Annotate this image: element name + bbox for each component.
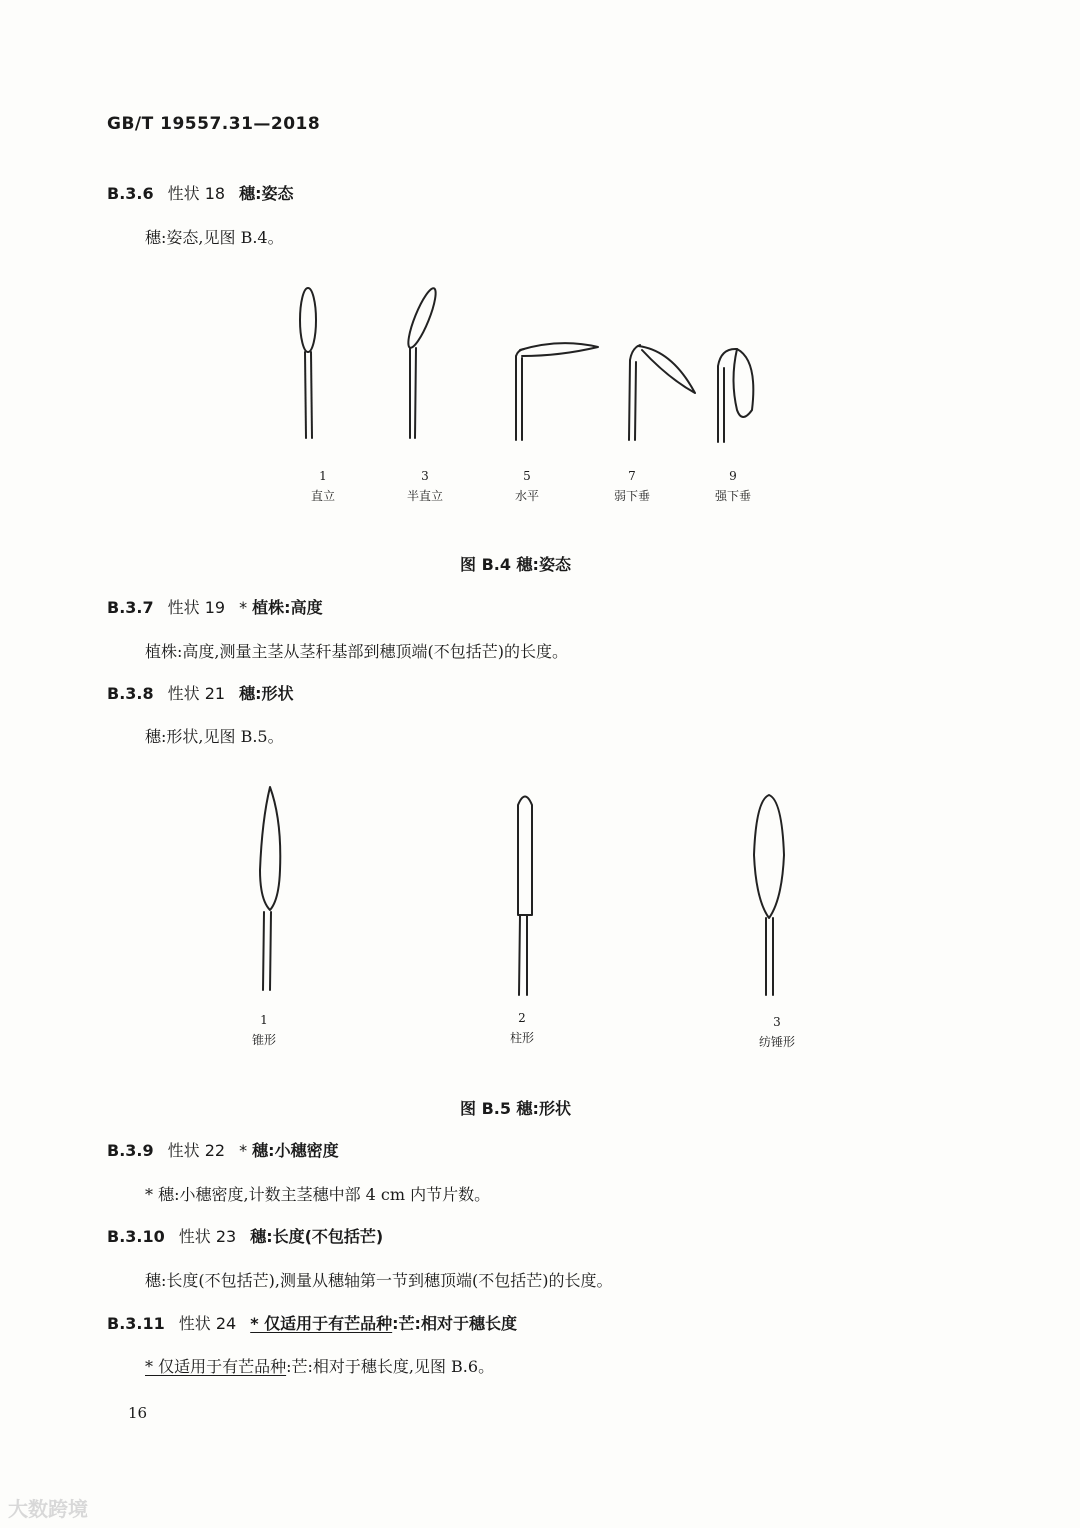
section-body-b3-6: 穗:姿态,见图 B.4。 (145, 228, 284, 247)
section-body-b3-8: 穗:形状,见图 B.5。 (145, 727, 284, 746)
section-heading-b3-8: B.3.8 性状 21 穗:形状 (107, 684, 294, 703)
section-heading-b3-10: B.3.10 性状 23 穗:长度(不包括芒) (107, 1227, 384, 1246)
standard-number: GB/T 19557.31—2018 (107, 114, 321, 134)
panicle-weak-drooping-drawing (629, 345, 695, 440)
panicle-erect-drawing (300, 288, 316, 438)
fig-b4-item-5: 5 水平 (514, 469, 539, 503)
panicle-cylindrical-drawing (518, 797, 532, 996)
panicle-semi-erect-drawing (404, 286, 441, 438)
watermark-text: 大数跨境 (8, 1497, 88, 1521)
figure-b4-caption: 图 B.4 穗:姿态 (460, 555, 571, 574)
panicle-fusiform-drawing (754, 795, 784, 995)
section-heading-b3-9: B.3.9 性状 22 * 穗:小穗密度 (107, 1141, 339, 1160)
fig-b4-item-9: 9 强下垂 (714, 469, 751, 503)
fig-b5-item-2: 2 柱形 (509, 1011, 534, 1045)
panicle-strong-drooping-drawing (718, 349, 753, 442)
fig-b5-item-3: 3 纺锤形 (758, 1015, 795, 1049)
fig-b4-item-1: 1 直立 (310, 469, 335, 503)
fig-b5-item-1: 1 锥形 (251, 1013, 276, 1047)
figure-b5-caption: 图 B.5 穗:形状 (460, 1099, 571, 1118)
section-body-b3-7: 植株:高度,测量主茎从茎秆基部到穗顶端(不包括芒)的长度。 (145, 642, 568, 661)
panicle-horizontal-drawing (516, 343, 598, 440)
section-body-b3-10: 穗:长度(不包括芒),测量从穗轴第一节到穗顶端(不包括芒)的长度。 (145, 1271, 613, 1290)
fig-b4-item-7: 7 弱下垂 (613, 469, 650, 503)
section-heading-b3-7: B.3.7 性状 19 * 植株:高度 (107, 598, 323, 617)
section-body-b3-9: * 穗:小穗密度,计数主茎穗中部 4 cm 内节片数。 (145, 1185, 491, 1204)
section-body-b3-11: * 仅适用于有芒品种:芒:相对于穗长度,见图 B.6。 (145, 1357, 495, 1376)
fig-b4-item-3: 3 半直立 (406, 469, 443, 503)
section-heading-b3-6: B.3.6 性状 18 穗:姿态 (107, 184, 294, 203)
section-heading-b3-11: B.3.11 性状 24 * 仅适用于有芒品种:芒:相对于穗长度 (107, 1314, 517, 1333)
page-number: 16 (128, 1404, 148, 1422)
panicle-conical-drawing (260, 787, 280, 990)
